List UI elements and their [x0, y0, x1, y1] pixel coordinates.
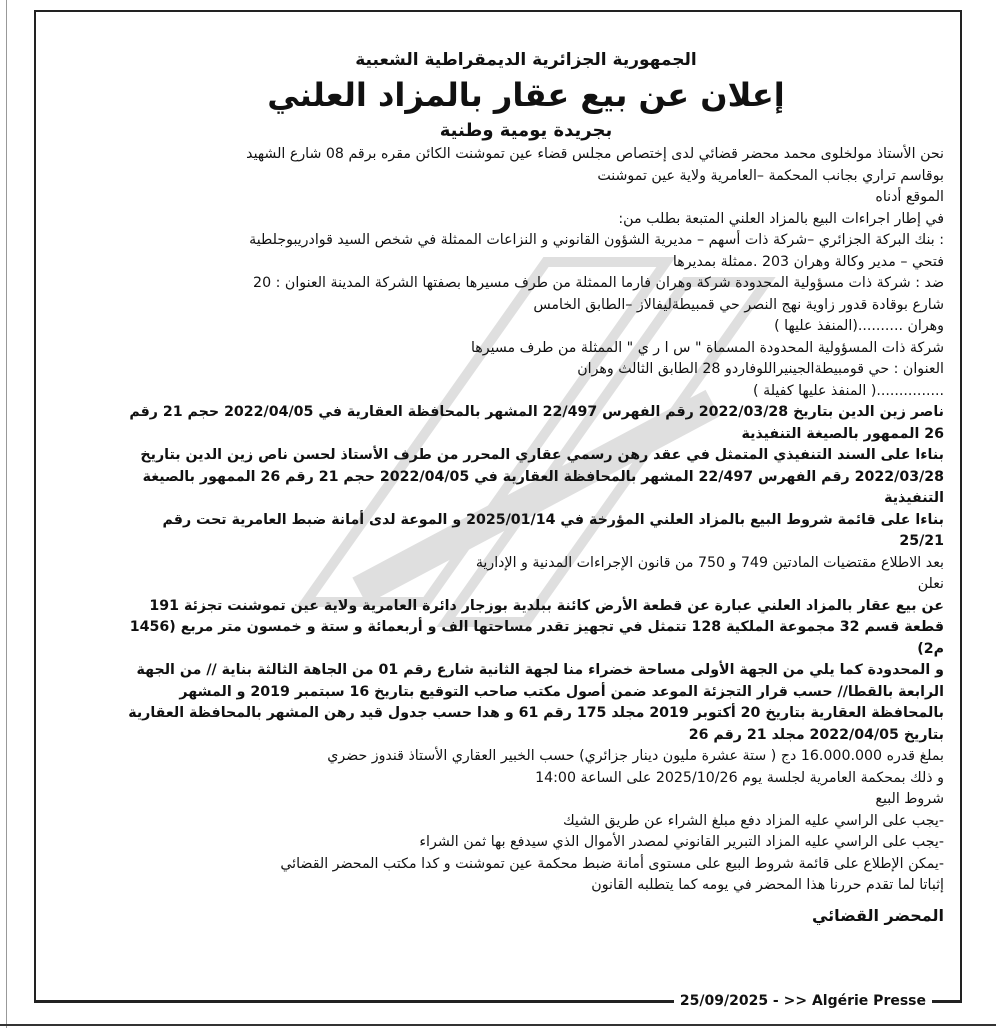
sale-line-2: قطعة قسم 32 مجموعة الملكية 128 تتمثل في تجهيز تقدر مساحتها الف و أربعمائة و ستة و خمسون متر مربع (1456 م2)	[129, 619, 944, 657]
address-2-line: العنوان : حي قومبيطةالجينيراللوفاردو 28 الطابق الثالث وهران	[577, 361, 944, 377]
page-edge-bottom	[0, 1024, 996, 1026]
basis-line-2: 2022/03/28 رقم الفهرس 22/497 المشهر بالمحافظة العقارية في 2022/04/05 حجم 21 رقم 26 الممهور بالصيغة	[142, 468, 944, 485]
page-title: إعلان عن بيع عقار بالمزاد العلني	[267, 76, 785, 114]
frame-line: في إطار اجراءات البيع بالمزاد العلني المتبعة بطلب من:	[618, 210, 944, 227]
guarantor-line: ...............( المنفذ عليها كفيلة )	[753, 382, 944, 399]
intro-line-3: الموقع أدناه	[875, 189, 944, 205]
defendant-line-1: ضد : شركة ذات مسؤولية المحدودة شركة وهران فارما الممثلة من طرف مسيرها بصفتها الشركة المدينة العنوان : 20	[253, 275, 944, 291]
closing-line: إثباتا لما تقدم حررنا هذا المحضر في يومه كما يتطلبه القانون	[591, 877, 944, 893]
sale-line-3: و المحدودة كما يلي من الجهة الأولى مساحة خضراء منا لجهة الثانية شارع رقم 01 من الجاهة الثالثة بناية // من الجهة	[136, 662, 944, 678]
announce-line: نعلن	[917, 576, 944, 592]
term-3: -يمكن الإطلاع على قائمة شروط البيع على مستوى أمانة ضبط محكمة عين تموشنت و كدا مكتب المحضر القضائي	[280, 855, 944, 872]
company-2-line: شركة ذات المسؤولية المحدودة المسماة " س ا ر ي " الممثلة من طرف مسيرها	[470, 339, 944, 356]
republic-heading: الجمهورية الجزائرية الديمقراطية الشعبية	[355, 50, 697, 70]
session-line: و ذلك بمحكمة العامرية لجلسة يوم 2025/10/26 على الساعة 14:00	[535, 769, 944, 786]
page-edge-left	[6, 0, 7, 1028]
signature-bailiff: المحضر القضائي	[811, 905, 944, 925]
term-1: -يجب على الراسي عليه المزاد دفع مبلغ الشراء عن طريق الشيك	[562, 812, 944, 829]
person-line-1: ناصر زين الدين بتاريخ 2022/03/28 رقم الفهرس 22/497 المشهر بالمحافظة العقارية في 2022/04/05 حجم 21 رقم	[129, 404, 944, 420]
intro-line-2: بوقاسم تراري بجانب المحكمة –العامرية ولاية عين تموشنت	[597, 167, 944, 184]
intro-line-1: نحن الأستاذ مولخلوى محمد محضر قضائي لدى إختصاص مجلس قضاء عين تموشنت الكائن مقره برقم 08 شارع الشهيد	[246, 146, 944, 162]
defendant-line-3: وهران ..........(المنفذ عليها )	[774, 318, 944, 334]
price-line: بملغ قدره 16.000.000 دج ( ستة عشرة مليون دينار جزائري) حسب الخبير العقاري الأستاذ قندوز حضري	[327, 748, 944, 764]
plaintiff-line-1: : بنك البركة الجزائري –شركة ذات أسهم – مديرية الشؤون القانوني و النزاعات الممثلة في شخص السيد قوادريبوجلطية	[249, 232, 944, 248]
announcement-content	[108, 48, 944, 943]
announcement-frame	[34, 10, 962, 1002]
conditions-line-1: بناءا على قائمة شروط البيع بالمزاد العلني المؤرخة في 2025/01/14 و الموعة لدى أمانة ضبط العامرية تحت رقم	[162, 511, 944, 528]
person-line-2: 26 الممهور بالصيغة التنفيذية	[741, 425, 944, 442]
defendant-line-2: شارع بوقادة قدور زاوية نهج النصر حي قمبيطةليفالاز –الطابق الخامس	[533, 296, 944, 313]
sale-line-6: بتاريخ 2022/04/05 مجلد 21 رقم 26	[688, 726, 944, 743]
footer-source-label: 25/09/2025 - >> Algérie Presse	[674, 990, 932, 1012]
sale-line-4: الرابعة بالقطا// حسب قرار التجزئة الموعد ضمن أصول مكتب صاحب التوقيع بتاريخ 16 سبتمبر 2019 و المشهر	[179, 683, 944, 700]
term-2: -يجب على الراسي عليه المزاد التبرير القانوني لمصدر الأموال الذي سيدفع بها ثمن الشراء	[419, 834, 944, 850]
review-line: بعد الاطلاع مقتضيات المادتين 749 و 750 من قانون الإجراءات المدنية و الإدارية	[475, 554, 944, 571]
basis-line-3: التنفيذية	[884, 490, 944, 506]
conditions-line-2: 25/21	[899, 533, 944, 549]
sale-line-1: عن بيع عقار بالمزاد العلني عبارة عن قطعة الأرض كائنة ببلدية بوزجار دائرة العامرية ولاية عين تموشنت تجزئة 191	[149, 597, 944, 614]
footer-bar	[34, 990, 962, 1012]
basis-line-1: بناءا على السند التنفيذي المتمثل في عقد رهن رسمي عقاري المحرر من طرف الأستاذ لحسن ناص زين الدين بتاريخ	[140, 447, 944, 463]
sale-line-5: بالمحافظة العقارية بتاريخ 20 أكتوبر 2019 مجلد 175 رقم 61 و هدا حسب جدول قيد رهن المشهر بالمحافظة العقارية	[128, 705, 944, 721]
terms-title: شروط البيع	[875, 791, 944, 807]
plaintiff-line-2: فتحي – مدير وكالة وهران 203 .ممثلة بمديرها	[672, 253, 944, 270]
newspaper-subtitle: بجريدة يومية وطنية	[439, 120, 613, 141]
